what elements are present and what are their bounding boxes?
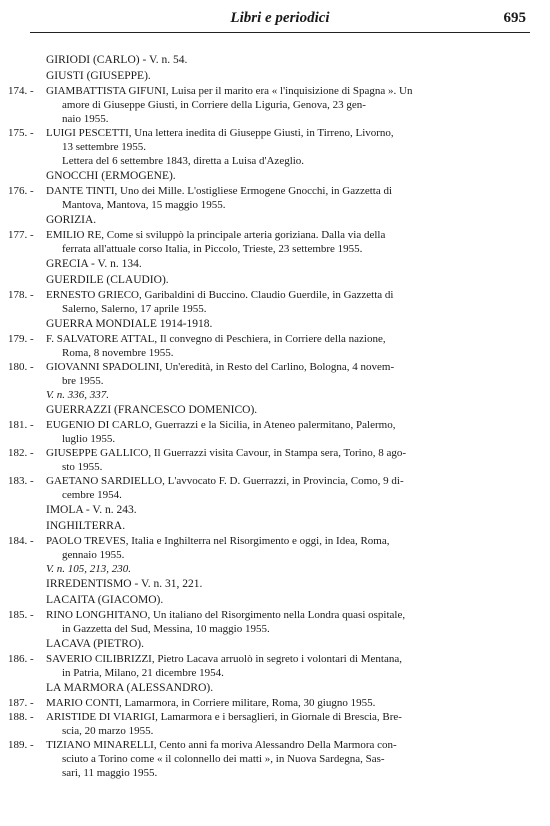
- entry-text: EMILIO RE, Come si sviluppò la principale arteria goriziana. Dalla via della: [46, 229, 386, 241]
- entry-number: 176. -: [8, 185, 34, 197]
- cross-reference: V. n. 105, 213, 230.: [46, 563, 132, 575]
- subject-heading: GIRIODI (CARLO) - V. n. 54.: [46, 54, 188, 66]
- entry-text: GIUSEPPE GALLICO, Il Guerrazzi visita Cavour, in Stampa sera, Torino, 8 ago-: [46, 447, 406, 459]
- page-header: [30, 10, 530, 33]
- entry-text: EUGENIO DI CARLO, Guerrazzi e la Sicilia, in Ateneo palermitano, Palermo,: [46, 419, 396, 431]
- entry-line: [0, 446, 550, 460]
- entry-text: ARISTIDE DI VIARIGI, Lamarmora e i bersaglieri, in Giornale di Brescia, Bre-: [46, 711, 402, 723]
- subject-heading: GUERRA MONDIALE 1914-1918.: [46, 318, 213, 330]
- entry-number: 178. -: [8, 289, 34, 301]
- entry-text: ERNESTO GRIECO, Garibaldini di Buccino. Claudio Guerdile, in Gazzetta di: [46, 289, 394, 301]
- entry-text: GAETANO SARDIELLO, L'avvocato F. D. Guerrazzi, in Provincia, Como, 9 di-: [46, 475, 404, 487]
- entry-number: 189. -: [8, 739, 34, 751]
- bibliography-entry: [0, 534, 550, 562]
- bibliography-entry: [0, 184, 550, 212]
- entry-line: [0, 84, 550, 98]
- subject-heading: GUERDILE (CLAUDIO).: [46, 274, 169, 286]
- entry-number: 180. -: [8, 361, 34, 373]
- subject-heading: GNOCCHI (ERMOGENE).: [46, 170, 176, 182]
- entry-line: [0, 710, 550, 724]
- bibliography-entry: [0, 652, 550, 680]
- entry-line: amore di Giuseppe Giusti, in Corriere della Liguria, Genova, 23 gen-: [62, 99, 366, 111]
- bibliography-entry: [0, 418, 550, 446]
- entry-line: sto 1955.: [62, 461, 103, 473]
- entry-line: in Gazzetta del Sud, Messina, 10 maggio 1955.: [62, 623, 270, 635]
- entry-line: in Patria, Milano, 21 dicembre 1954.: [62, 667, 224, 679]
- entry-line: sari, 11 maggio 1955.: [62, 767, 158, 779]
- entry-number: 187. -: [8, 697, 34, 709]
- entry-text: F. SALVATORE ATTAL, Il convegno di Peschiera, in Corriere della nazione,: [46, 333, 386, 345]
- bibliography-entry: [0, 332, 550, 360]
- entry-text: SAVERIO CILIBRIZZI, Pietro Lacava arruolò in segreto i volontari di Mentana,: [46, 653, 402, 665]
- subject-heading: GORIZIA.: [46, 214, 97, 226]
- entry-line: [0, 360, 550, 374]
- entry-line: ferrata all'attuale corso Italia, in Piccolo, Trieste, 23 settembre 1955.: [62, 243, 363, 255]
- entry-line: [0, 696, 550, 710]
- entry-text: RINO LONGHITANO, Un italiano del Risorgimento nella Londra quasi ospitale,: [46, 609, 406, 621]
- bibliography-entry: [0, 738, 550, 780]
- entry-line: [0, 126, 550, 140]
- cross-reference: V. n. 336, 337.: [46, 389, 110, 401]
- entry-line: bre 1955.: [62, 375, 104, 387]
- entry-note: Lettera del 6 settembre 1843, diretta a Luisa d'Azeglio.: [62, 155, 305, 167]
- page-number: 695: [503, 10, 526, 26]
- entry-number: 182. -: [8, 447, 34, 459]
- entry-line: [0, 228, 550, 242]
- subject-heading: IMOLA - V. n. 243.: [46, 504, 137, 516]
- bibliography-entry: [0, 710, 550, 738]
- subject-heading: GRECIA - V. n. 134.: [46, 258, 142, 270]
- entry-line: [0, 652, 550, 666]
- entry-text: GIAMBATTISTA GIFUNI, Luisa per il marito era « l'inquisizione di Spagna ». Un: [46, 85, 413, 97]
- entry-line: scia, 20 marzo 1955.: [62, 725, 154, 737]
- bibliography-entry: [0, 360, 550, 388]
- entry-line: 13 settembre 1955.: [62, 141, 147, 153]
- bibliography-entry: [0, 228, 550, 256]
- subject-heading: GUERRAZZI (FRANCESCO DOMENICO).: [46, 404, 258, 416]
- running-title: Libri e periodici: [230, 10, 330, 26]
- entry-number: 186. -: [8, 653, 34, 665]
- bibliography-list: [0, 52, 550, 780]
- subject-heading: LACAVA (PIETRO).: [46, 638, 144, 650]
- bibliography-entry: [0, 288, 550, 316]
- entry-number: 188. -: [8, 711, 34, 723]
- entry-text: GIOVANNI SPADOLINI, Un'eredità, in Resto del Carlino, Bologna, 4 novem-: [46, 361, 395, 373]
- entry-number: 175. -: [8, 127, 34, 139]
- entry-line: Roma, 8 novembre 1955.: [62, 347, 174, 359]
- entry-line: cembre 1954.: [62, 489, 122, 501]
- subject-heading: INGHILTERRA.: [46, 520, 126, 532]
- entry-number: 183. -: [8, 475, 34, 487]
- entry-line: [0, 608, 550, 622]
- bibliography-entry: [0, 474, 550, 502]
- entry-text: TIZIANO MINARELLI, Cento anni fa moriva Alessandro Della Marmora con-: [46, 739, 397, 751]
- entry-line: gennaio 1955.: [62, 549, 125, 561]
- entry-line: luglio 1955.: [62, 433, 116, 445]
- bibliography-entry: [0, 696, 550, 710]
- bibliography-entry: [0, 608, 550, 636]
- bibliography-entry: [0, 126, 550, 154]
- entry-text: DANTE TINTI, Uno dei Mille. L'ostigliese Ermogene Gnocchi, in Gazzetta di: [46, 185, 393, 197]
- subject-heading: GIUSTI (GIUSEPPE).: [46, 70, 151, 82]
- entry-number: 184. -: [8, 535, 34, 547]
- entry-text: PAOLO TREVES, Italia e Inghilterra nel Risorgimento e oggi, in Idea, Roma,: [46, 535, 390, 547]
- entry-line: [0, 288, 550, 302]
- entry-line: sciuto a Torino come « il colonnello dei matti », in Nuova Sardegna, Sas-: [62, 753, 385, 765]
- entry-number: 174. -: [8, 85, 34, 97]
- entry-line: Mantova, Mantova, 15 maggio 1955.: [62, 199, 226, 211]
- entry-line: Salerno, Salerno, 17 aprile 1955.: [62, 303, 207, 315]
- subject-heading: LACAITA (GIACOMO).: [46, 594, 164, 606]
- entry-line: [0, 332, 550, 346]
- entry-text: MARIO CONTI, Lamarmora, in Corriere militare, Roma, 30 giugno 1955.: [46, 697, 376, 709]
- subject-heading: IRREDENTISMO - V. n. 31, 221.: [46, 578, 203, 590]
- entry-line: [0, 534, 550, 548]
- entry-line: [0, 184, 550, 198]
- bibliography-entry: [0, 446, 550, 474]
- entry-number: 181. -: [8, 419, 34, 431]
- bibliography-entry: [0, 84, 550, 126]
- entry-line: naio 1955.: [62, 113, 109, 125]
- entry-line: [0, 474, 550, 488]
- entry-line: [0, 418, 550, 432]
- entry-number: 179. -: [8, 333, 34, 345]
- entry-number: 185. -: [8, 609, 34, 621]
- entry-text: LUIGI PESCETTI, Una lettera inedita di Giuseppe Giusti, in Tirreno, Livorno,: [46, 127, 394, 139]
- entry-line: [0, 738, 550, 752]
- subject-heading: LA MARMORA (ALESSANDRO).: [46, 682, 214, 694]
- entry-number: 177. -: [8, 229, 34, 241]
